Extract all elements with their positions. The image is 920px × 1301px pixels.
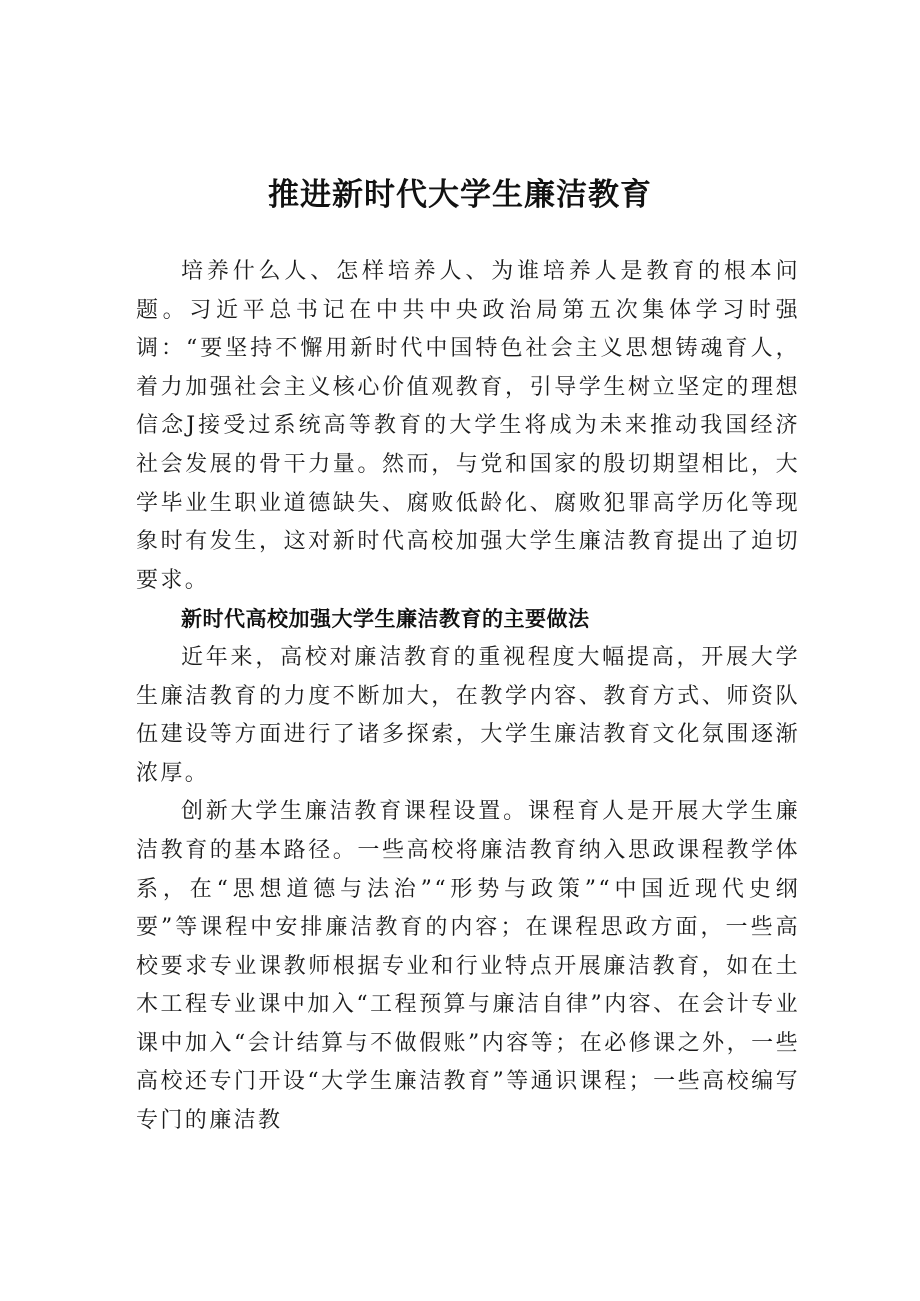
section-paragraph-2: 创新大学生廉洁教育课程设置。课程育人是开展大学生廉洁教育的基本路径。一些高校将廉洁教育纳入思政课程教学体系，在“思想道德与法治”“形势与政策”“中国近现代史纲要”等课程中安排廉洁教育的内容；在课程思政方面，一些高校要求专业课教师根据专业和行业特点开展廉洁教育，如在土木工程专业课中加入“工程预算与廉洁自律”内容、在会计专业课中加入“会计结算与不做假账”内容等；在必修课之外，一些高校还专门开设“大学生廉洁教育”等通识课程；一些高校编写专门的廉洁教: [136, 799, 800, 1134]
section-paragraph-1: 近年来，高校对廉洁教育的重视程度大幅提高，开展大学生廉洁教育的力度不断加大，在教学内容、教育方式、师资队伍建设等方面进行了诸多探索，大学生廉洁教育文化氛围逐渐浓厚。: [136, 644, 800, 786]
document-body: [136, 253, 800, 1141]
document-title: 推进新时代大学生廉洁教育: [268, 176, 652, 213]
section-heading: 新时代高校加强大学生廉洁教育的主要做法: [181, 607, 590, 632]
intro-paragraph: 培养什么人、怎样培养人、为谁培养人是教育的根本问题。习近平总书记在中共中央政治局第五次集体学习时强调：“要坚持不懈用新时代中国特色社会主义思想铸魂育人，着力加强社会主义核心价值观教育，引导学生树立坚定的理想信念J接受过系统高等教育的大学生将成为未来推动我国经济社会发展的骨干力量。然而，与党和国家的殷切期望相比，大学毕业生职业道德缺失、腐败低龄化、腐败犯罪高学历化等现象时有发生，这对新时代高校加强大学生廉洁教育提出了迫切要求。: [136, 259, 800, 593]
